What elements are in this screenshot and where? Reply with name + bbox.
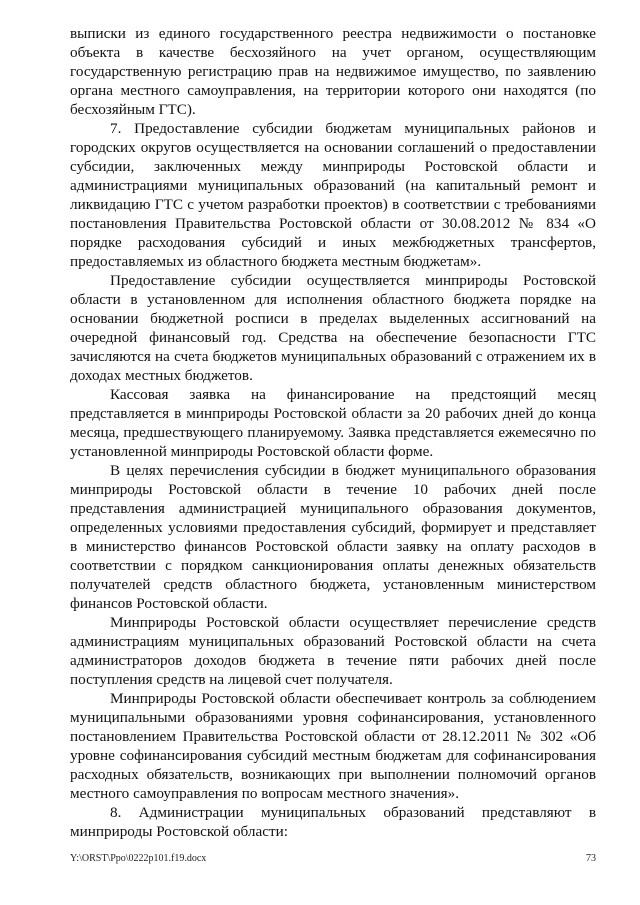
paragraph-3: Предоставление субсидии осуществляется минприроды Ростовской области в установленном для исполнения областного бюджета порядке на основании бюджетной росписи в пределах выделенных ассигнований на очередной финансовый год. Средства на обеспечение безопасности ГТС зачисляются на счета бюджетов муниципальных образований с отражением их в доходах местных бюджетов. — [70, 272, 596, 384]
page-number: 73 — [586, 853, 596, 864]
paragraph-5: В целях перечисления субсидии в бюджет муниципального образования минприроды Ростовской области в течение 10 рабочих дней после представления администрацией муниципального образования документов, определенных условиями предоставления субсидий, формирует и представляет в министерство финансов Ростовской области заявку на оплату расходов в соответствии с порядком санкционирования оплаты денежных обязательств получателей средств областного бюджета, установленным министерством финансов Ростовской области. — [70, 462, 596, 612]
paragraph-2: 7. Предоставление субсидии бюджетам муниципальных районов и городских округов осуществляется на основании соглашений о предоставлении субсидии, заключенных между минприроды Ростовской области и администрациями муниципальных образований (на капитальный ремонт и ликвидацию ГТС с учетом разработки проектов) в соответствии с требованиями постановления Правительства Ростовской области от 30.08.2012 № 834 «О порядке расходования субсидий и иных межбюджетных трансфертов, предоставляемых из областного бюджета местным бюджетам». — [70, 120, 596, 270]
paragraph-1: выписки из единого государственного реестра недвижимости о постановке объекта в качестве бесхозяйного на учет органом, осуществляющим государственную регистрацию прав на недвижимое имущество, по заявлению органа местного самоуправления, на территории которого они находятся (по бесхозяйным ГТС). — [70, 25, 596, 118]
paragraph-7: Минприроды Ростовской области обеспечивает контроль за соблюдением муниципальными образованиями уровня софинансирования, установленного постановлением Правительства Ростовской области от 28.12.2011 № 302 «Об уровне софинансирования субсидий местным бюджетам для софинансирования расходных обязательств, возникающих при выполнении полномочий органов местного самоуправления по вопросам местного значения». — [70, 690, 596, 802]
paragraph-8: 8. Администрации муниципальных образований представляют в минприроды Ростовской области: — [70, 804, 596, 840]
file-path: Y:\ORST\Ppo\0222p101.f19.docx — [70, 853, 207, 864]
paragraph-4: Кассовая заявка на финансирование на предстоящий месяц представляется в минприроды Ростовской области за 20 рабочих дней до конца месяца, предшествующего планируемому. Заявка представляется ежемесячно по установленной минприроды Ростовской области форме. — [70, 386, 596, 460]
document-body — [70, 24, 596, 841]
paragraph-6: Минприроды Ростовской области осуществляет перечисление средств администрациям муниципальных образований Ростовской области на счета администраторов доходов бюджета в течение пяти рабочих дней после поступления средств на лицевой счет получателя. — [70, 614, 596, 688]
